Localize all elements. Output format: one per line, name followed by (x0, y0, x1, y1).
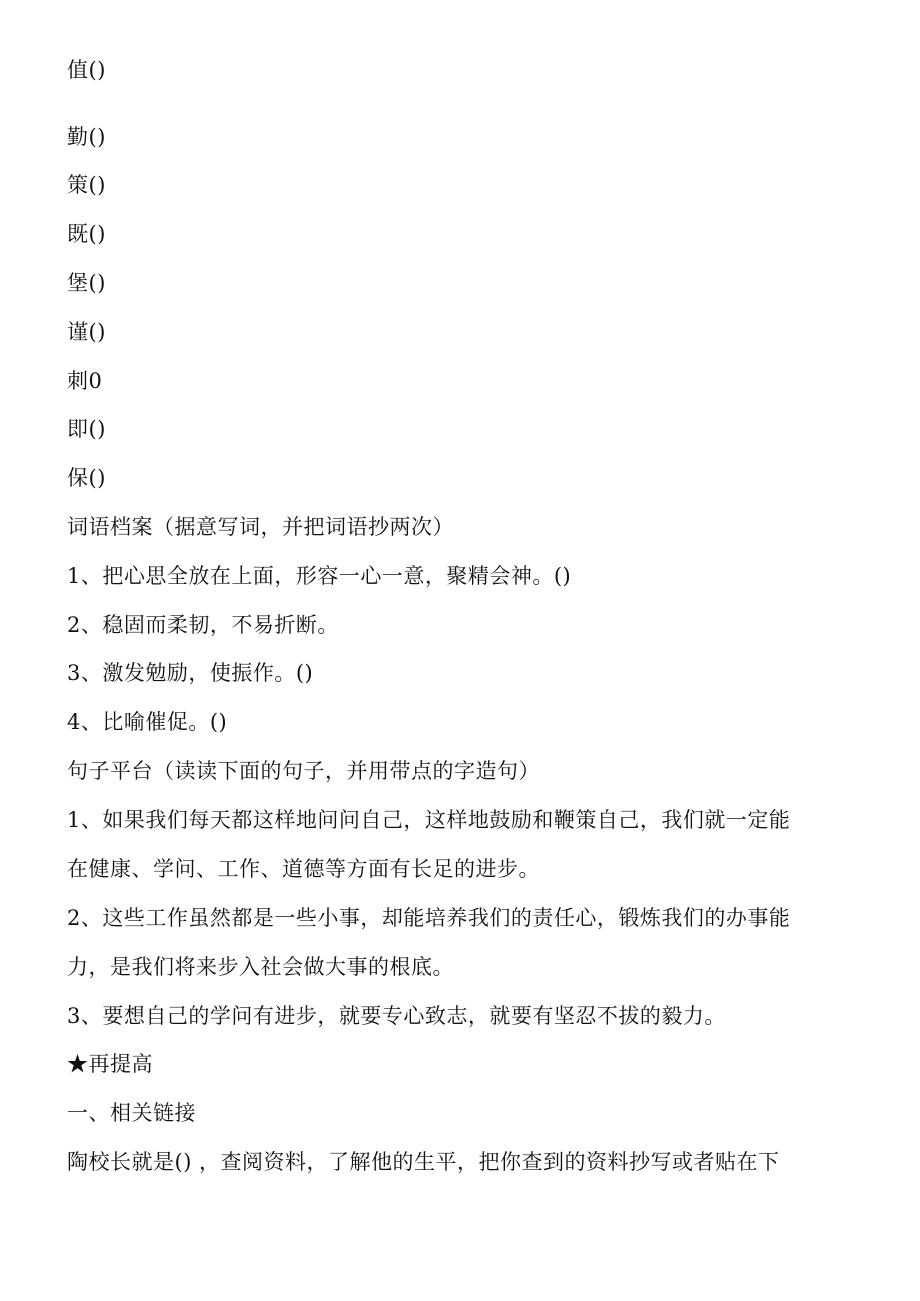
related-links-heading: 一、相关链接 (67, 1101, 196, 1125)
char-item: 值() (67, 58, 106, 82)
char-item: 谨() (67, 320, 106, 344)
char-item: 既() (67, 222, 106, 246)
research-prompt: 陶校长就是() ，查阅资料，了解他的生平，把你查到的资料抄写或者贴在下 (67, 1150, 780, 1174)
vocab-item: 2、稳固而柔韧，不易折断。 (67, 613, 339, 637)
vocab-heading: 词语档案（据意写词，并把词语抄两次） (67, 515, 454, 539)
advance-heading: ★再提高 (67, 1052, 153, 1076)
char-item: 即() (67, 417, 106, 441)
char-item: 刺0 (67, 369, 103, 393)
sentence-item-1-line-2: 在健康、学问、工作、道德等方面有长足的进步。 (67, 857, 540, 881)
char-item: 保() (67, 466, 106, 490)
vocab-item: 4、比喻催促。() (67, 710, 228, 734)
vocab-item: 1、把心思全放在上面，形容一心一意，聚精会神。() (67, 564, 572, 588)
sentence-item-1-line-1: 1、如果我们每天都这样地问问自己，这样地鼓励和鞭策自己，我们就一定能 (67, 808, 791, 832)
vocab-item: 3、激发勉励，使振作。() (67, 661, 314, 685)
sentence-item-2-line-2: 力，是我们将来步入社会做大事的根底。 (67, 955, 454, 979)
sentence-item-2-line-1: 2、这些工作虽然都是一些小事，却能培养我们的责任心，锻炼我们的办事能 (67, 906, 791, 930)
sentence-item-3: 3、要想自己的学问有进步，就要专心致志，就要有坚忍不拔的毅力。 (67, 1004, 726, 1028)
char-item: 堡() (67, 271, 106, 295)
sentences-heading: 句子平台（读读下面的句子，并用带点的字造句） (67, 759, 540, 783)
char-item: 策() (67, 173, 106, 197)
char-item: 勤() (67, 125, 106, 149)
